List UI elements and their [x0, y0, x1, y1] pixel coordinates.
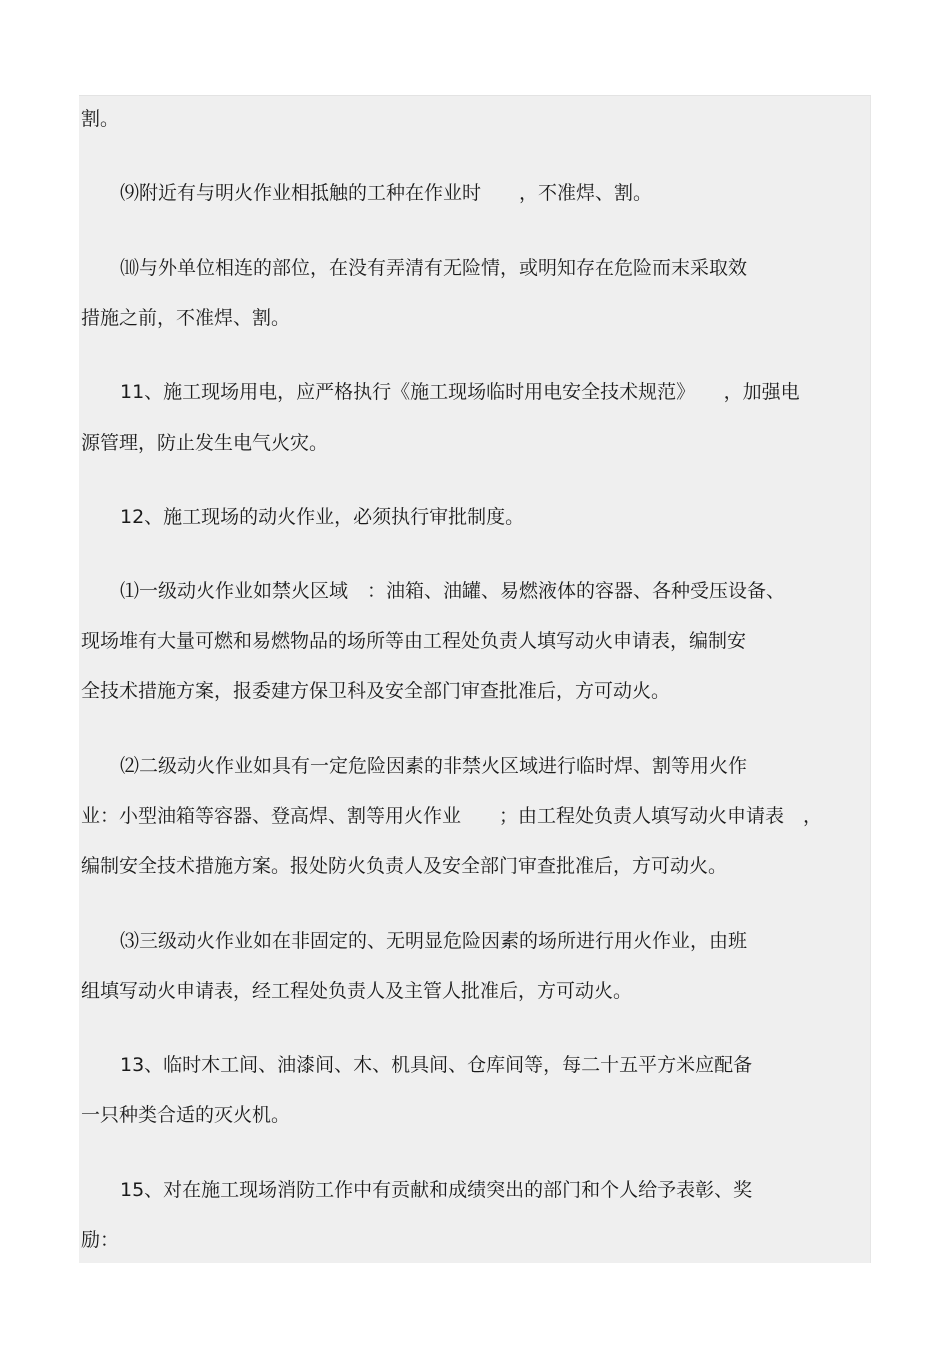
- paragraph-line: 业：小型油箱等容器、登高焊、割等用火作业 ；由工程处负责人填写动火申请表 ，: [81, 805, 823, 827]
- paragraph-line: 一只种类合适的灭火机。: [81, 1104, 291, 1126]
- paragraph-line: ⑶三级动火作业如在非固定的、无明显危险因素的场所进行用火作业，由班: [120, 930, 748, 952]
- paragraph-line: ⑵二级动火作业如具有一定危险因素的非禁火区域进行临时焊、割等用火作: [120, 755, 748, 777]
- paragraph-line: 组填写动火申请表，经工程处负责人及主管人批准后，方可动火。: [81, 980, 633, 1002]
- paragraph-line: 割。: [81, 108, 120, 130]
- paragraph-line: ⑴一级动火作业如禁火区域 ：油箱、油罐、易燃液体的容器、各种受压设备、: [120, 580, 786, 602]
- paragraph-line: ⑽与外单位相连的部位，在没有弄清有无险情，或明知存在危险而末采取效: [120, 257, 748, 279]
- paragraph-line: 现场堆有大量可燃和易燃物品的场所等由工程处负责人填写动火申请表，编制安: [81, 630, 747, 652]
- paragraph-line: 12、施工现场的动火作业，必须执行审批制度。: [120, 506, 525, 528]
- paragraph-line: 15、对在施工现场消防工作中有贡献和成绩突出的部门和个人给予表彰、奖: [120, 1179, 753, 1201]
- paragraph-line: 编制安全技术措施方案。报处防火负责人及安全部门审查批准后，方可动火。: [81, 855, 728, 877]
- paragraph-line: 励：: [81, 1229, 120, 1251]
- paragraph-line: 源管理，防止发生电气火灾。: [81, 432, 329, 454]
- paragraph-line: 全技术措施方案，报委建方保卫科及安全部门审查批准后，方可动火。: [81, 680, 671, 702]
- paragraph-line: 13、临时木工间、油漆间、木、机具间、仓库间等，每二十五平方米应配备: [120, 1054, 753, 1076]
- paragraph-line: ⑼附近有与明火作业相抵触的工种在作业时 ，不准焊、割。: [120, 182, 653, 204]
- paragraph-line: 11、施工现场用电，应严格执行《施工现场临时用电安全技术规范》 ，加强电: [120, 381, 800, 403]
- paragraph-line: 措施之前，不准焊、割。: [81, 307, 291, 329]
